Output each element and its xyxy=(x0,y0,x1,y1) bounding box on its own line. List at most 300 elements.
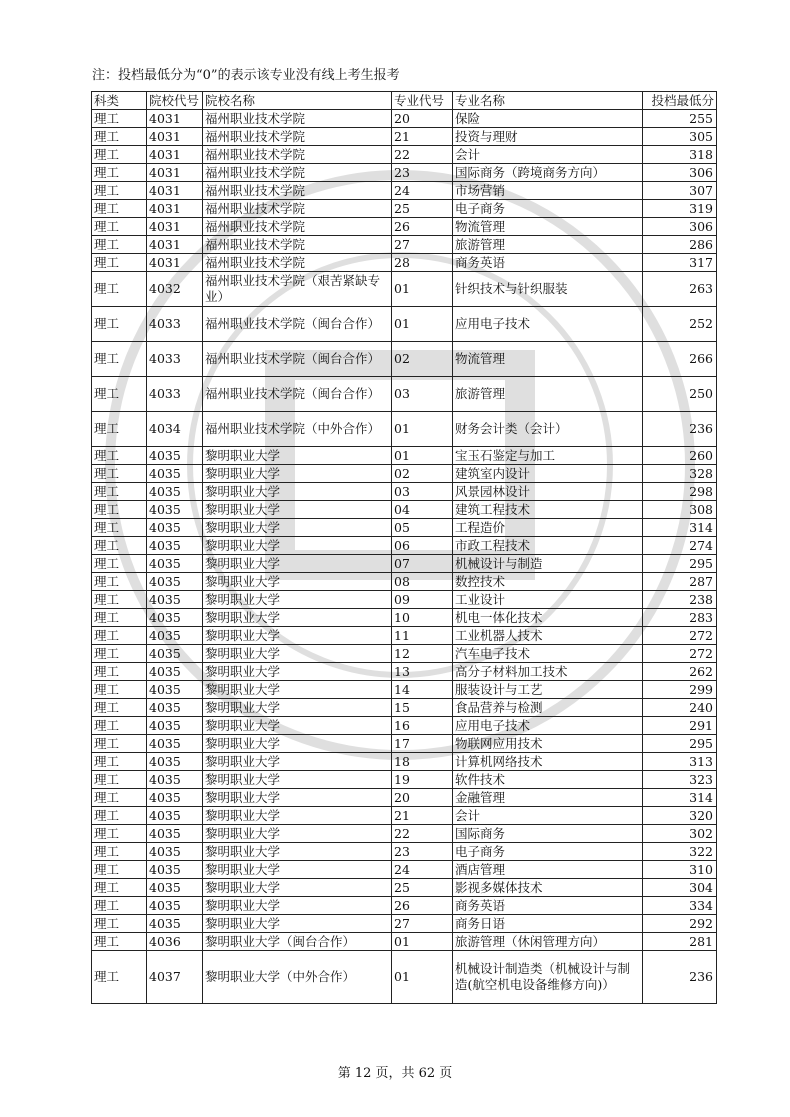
major-code-cell: 26 xyxy=(392,218,453,236)
category-cell: 理工 xyxy=(92,699,147,717)
major-name-cell: 食品营养与检测 xyxy=(453,699,643,717)
table-row xyxy=(92,146,717,164)
table-row xyxy=(92,342,717,377)
table-row xyxy=(92,645,717,663)
category-cell: 理工 xyxy=(92,933,147,951)
min-score-cell: 314 xyxy=(643,519,717,537)
min-score-cell: 310 xyxy=(643,861,717,879)
table-row xyxy=(92,254,717,272)
category-cell: 理工 xyxy=(92,377,147,412)
min-score-cell: 302 xyxy=(643,825,717,843)
table-header-row xyxy=(92,92,717,110)
min-score-cell: 319 xyxy=(643,200,717,218)
school-name-cell: 福州职业技术学院 xyxy=(203,236,392,254)
major-code-cell: 25 xyxy=(392,879,453,897)
category-cell: 理工 xyxy=(92,681,147,699)
category-cell: 理工 xyxy=(92,735,147,753)
school-name-cell: 福州职业技术学院 xyxy=(203,110,392,128)
major-name-cell: 机电一体化技术 xyxy=(453,609,643,627)
min-score-cell: 334 xyxy=(643,897,717,915)
header-major-code: 专业代号 xyxy=(392,92,453,110)
table-row xyxy=(92,465,717,483)
category-cell: 理工 xyxy=(92,879,147,897)
major-code-cell: 01 xyxy=(392,933,453,951)
category-cell: 理工 xyxy=(92,843,147,861)
major-name-cell: 高分子材料加工技术 xyxy=(453,663,643,681)
min-score-cell: 252 xyxy=(643,307,717,342)
min-score-cell: 328 xyxy=(643,465,717,483)
category-cell: 理工 xyxy=(92,110,147,128)
major-name-cell: 应用电子技术 xyxy=(453,307,643,342)
school-code-cell: 4031 xyxy=(147,254,203,272)
table-row xyxy=(92,164,717,182)
school-name-cell: 黎明职业大学 xyxy=(203,807,392,825)
major-code-cell: 07 xyxy=(392,555,453,573)
school-name-cell: 福州职业技术学院（艰苦紧缺专业） xyxy=(203,272,392,307)
school-name-cell: 福州职业技术学院 xyxy=(203,182,392,200)
school-name-cell: 黎明职业大学 xyxy=(203,699,392,717)
major-code-cell: 21 xyxy=(392,128,453,146)
category-cell: 理工 xyxy=(92,663,147,681)
school-code-cell: 4035 xyxy=(147,501,203,519)
major-code-cell: 01 xyxy=(392,307,453,342)
header-school-code: 院校代号 xyxy=(147,92,203,110)
min-score-cell: 304 xyxy=(643,879,717,897)
school-code-cell: 4035 xyxy=(147,897,203,915)
table-row xyxy=(92,897,717,915)
min-score-cell: 281 xyxy=(643,933,717,951)
school-name-cell: 黎明职业大学 xyxy=(203,771,392,789)
category-cell: 理工 xyxy=(92,573,147,591)
school-code-cell: 4035 xyxy=(147,609,203,627)
category-cell: 理工 xyxy=(92,627,147,645)
min-score-cell: 313 xyxy=(643,753,717,771)
school-name-cell: 福州职业技术学院 xyxy=(203,200,392,218)
min-score-cell: 255 xyxy=(643,110,717,128)
table-row xyxy=(92,627,717,645)
table-row xyxy=(92,789,717,807)
major-code-cell: 01 xyxy=(392,951,453,1004)
school-name-cell: 黎明职业大学 xyxy=(203,591,392,609)
major-name-cell: 建筑工程技术 xyxy=(453,501,643,519)
school-code-cell: 4035 xyxy=(147,591,203,609)
major-code-cell: 20 xyxy=(392,789,453,807)
min-score-cell: 318 xyxy=(643,146,717,164)
table-row xyxy=(92,771,717,789)
min-score-cell: 240 xyxy=(643,699,717,717)
min-score-cell: 292 xyxy=(643,915,717,933)
major-name-cell: 机械设计制造类（机械设计与制造(航空机电设备维修方向)） xyxy=(453,951,643,1004)
major-code-cell: 03 xyxy=(392,377,453,412)
school-code-cell: 4031 xyxy=(147,182,203,200)
school-code-cell: 4031 xyxy=(147,218,203,236)
major-code-cell: 02 xyxy=(392,465,453,483)
major-code-cell: 16 xyxy=(392,717,453,735)
major-name-cell: 软件技术 xyxy=(453,771,643,789)
school-code-cell: 4035 xyxy=(147,483,203,501)
table-row xyxy=(92,412,717,447)
school-code-cell: 4033 xyxy=(147,307,203,342)
table-row xyxy=(92,807,717,825)
min-score-cell: 314 xyxy=(643,789,717,807)
school-code-cell: 4035 xyxy=(147,789,203,807)
major-name-cell: 宝玉石鉴定与加工 xyxy=(453,447,643,465)
header-category: 科类 xyxy=(92,92,147,110)
school-code-cell: 4035 xyxy=(147,825,203,843)
major-name-cell: 建筑室内设计 xyxy=(453,465,643,483)
major-code-cell: 25 xyxy=(392,200,453,218)
school-code-cell: 4033 xyxy=(147,377,203,412)
major-name-cell: 旅游管理 xyxy=(453,377,643,412)
school-name-cell: 福州职业技术学院（中外合作） xyxy=(203,412,392,447)
min-score-cell: 306 xyxy=(643,218,717,236)
major-code-cell: 06 xyxy=(392,537,453,555)
school-name-cell: 福州职业技术学院（闽台合作） xyxy=(203,377,392,412)
major-code-cell: 27 xyxy=(392,915,453,933)
major-name-cell: 商务英语 xyxy=(453,897,643,915)
major-name-cell: 汽车电子技术 xyxy=(453,645,643,663)
school-name-cell: 黎明职业大学（中外合作） xyxy=(203,951,392,1004)
category-cell: 理工 xyxy=(92,753,147,771)
category-cell: 理工 xyxy=(92,164,147,182)
school-name-cell: 黎明职业大学 xyxy=(203,825,392,843)
school-code-cell: 4035 xyxy=(147,465,203,483)
table-row xyxy=(92,591,717,609)
school-name-cell: 黎明职业大学 xyxy=(203,789,392,807)
category-cell: 理工 xyxy=(92,200,147,218)
school-name-cell: 黎明职业大学 xyxy=(203,609,392,627)
major-name-cell: 物流管理 xyxy=(453,218,643,236)
major-name-cell: 国际商务 xyxy=(453,825,643,843)
major-code-cell: 04 xyxy=(392,501,453,519)
school-name-cell: 黎明职业大学 xyxy=(203,717,392,735)
school-name-cell: 黎明职业大学 xyxy=(203,537,392,555)
table-row xyxy=(92,307,717,342)
school-code-cell: 4035 xyxy=(147,573,203,591)
major-code-cell: 21 xyxy=(392,807,453,825)
table-row xyxy=(92,753,717,771)
major-name-cell: 金融管理 xyxy=(453,789,643,807)
school-code-cell: 4035 xyxy=(147,807,203,825)
major-code-cell: 23 xyxy=(392,843,453,861)
major-name-cell: 电子商务 xyxy=(453,200,643,218)
min-score-cell: 236 xyxy=(643,951,717,1004)
school-code-cell: 4031 xyxy=(147,236,203,254)
major-name-cell: 投资与理财 xyxy=(453,128,643,146)
school-code-cell: 4031 xyxy=(147,200,203,218)
category-cell: 理工 xyxy=(92,146,147,164)
school-code-cell: 4035 xyxy=(147,681,203,699)
category-cell: 理工 xyxy=(92,591,147,609)
min-score-cell: 298 xyxy=(643,483,717,501)
major-name-cell: 物联网应用技术 xyxy=(453,735,643,753)
table-row xyxy=(92,663,717,681)
major-code-cell: 28 xyxy=(392,254,453,272)
header-school-name: 院校名称 xyxy=(203,92,392,110)
admission-score-table xyxy=(91,91,717,1004)
school-code-cell: 4035 xyxy=(147,735,203,753)
major-code-cell: 19 xyxy=(392,771,453,789)
category-cell: 理工 xyxy=(92,412,147,447)
school-code-cell: 4035 xyxy=(147,447,203,465)
category-cell: 理工 xyxy=(92,789,147,807)
table-row xyxy=(92,272,717,307)
major-code-cell: 15 xyxy=(392,699,453,717)
min-score-cell: 320 xyxy=(643,807,717,825)
major-code-cell: 09 xyxy=(392,591,453,609)
page-footer: 第 12 页，共 62 页 xyxy=(337,1066,453,1081)
major-code-cell: 23 xyxy=(392,164,453,182)
school-name-cell: 黎明职业大学 xyxy=(203,915,392,933)
school-name-cell: 黎明职业大学 xyxy=(203,735,392,753)
min-score-cell: 305 xyxy=(643,128,717,146)
major-name-cell: 工业机器人技术 xyxy=(453,627,643,645)
table-row xyxy=(92,825,717,843)
category-cell: 理工 xyxy=(92,465,147,483)
major-name-cell: 商务英语 xyxy=(453,254,643,272)
table-row xyxy=(92,555,717,573)
min-score-cell: 287 xyxy=(643,573,717,591)
min-score-cell: 236 xyxy=(643,412,717,447)
major-code-cell: 02 xyxy=(392,342,453,377)
header-min-score: 投档最低分 xyxy=(643,92,717,110)
category-cell: 理工 xyxy=(92,825,147,843)
table-row xyxy=(92,951,717,1004)
school-code-cell: 4035 xyxy=(147,843,203,861)
min-score-cell: 286 xyxy=(643,236,717,254)
school-name-cell: 福州职业技术学院（闽台合作） xyxy=(203,342,392,377)
min-score-cell: 266 xyxy=(643,342,717,377)
major-code-cell: 22 xyxy=(392,825,453,843)
category-cell: 理工 xyxy=(92,218,147,236)
school-code-cell: 4033 xyxy=(147,342,203,377)
category-cell: 理工 xyxy=(92,483,147,501)
category-cell: 理工 xyxy=(92,951,147,1004)
table-row xyxy=(92,717,717,735)
major-name-cell: 旅游管理 xyxy=(453,236,643,254)
category-cell: 理工 xyxy=(92,555,147,573)
major-code-cell: 13 xyxy=(392,663,453,681)
table-row xyxy=(92,843,717,861)
school-code-cell: 4035 xyxy=(147,555,203,573)
table-row xyxy=(92,735,717,753)
major-code-cell: 17 xyxy=(392,735,453,753)
table-row xyxy=(92,573,717,591)
school-code-cell: 4035 xyxy=(147,861,203,879)
school-name-cell: 黎明职业大学 xyxy=(203,483,392,501)
school-code-cell: 4035 xyxy=(147,771,203,789)
school-code-cell: 4031 xyxy=(147,164,203,182)
min-score-cell: 307 xyxy=(643,182,717,200)
major-name-cell: 服装设计与工艺 xyxy=(453,681,643,699)
major-code-cell: 03 xyxy=(392,483,453,501)
school-code-cell: 4035 xyxy=(147,645,203,663)
category-cell: 理工 xyxy=(92,254,147,272)
major-name-cell: 针织技术与针织服装 xyxy=(453,272,643,307)
major-name-cell: 计算机网络技术 xyxy=(453,753,643,771)
major-code-cell: 26 xyxy=(392,897,453,915)
category-cell: 理工 xyxy=(92,861,147,879)
category-cell: 理工 xyxy=(92,501,147,519)
major-name-cell: 保险 xyxy=(453,110,643,128)
school-code-cell: 4031 xyxy=(147,146,203,164)
major-name-cell: 旅游管理（休闲管理方向） xyxy=(453,933,643,951)
school-code-cell: 4035 xyxy=(147,879,203,897)
major-name-cell: 数控技术 xyxy=(453,573,643,591)
major-name-cell: 市场营销 xyxy=(453,182,643,200)
category-cell: 理工 xyxy=(92,915,147,933)
table-row xyxy=(92,609,717,627)
table-row xyxy=(92,236,717,254)
major-name-cell: 应用电子技术 xyxy=(453,717,643,735)
major-code-cell: 20 xyxy=(392,110,453,128)
min-score-cell: 262 xyxy=(643,663,717,681)
school-code-cell: 4035 xyxy=(147,699,203,717)
min-score-cell: 250 xyxy=(643,377,717,412)
major-name-cell: 财务会计类（会计） xyxy=(453,412,643,447)
category-cell: 理工 xyxy=(92,771,147,789)
school-name-cell: 福州职业技术学院 xyxy=(203,146,392,164)
school-code-cell: 4035 xyxy=(147,915,203,933)
school-name-cell: 黎明职业大学 xyxy=(203,879,392,897)
min-score-cell: 308 xyxy=(643,501,717,519)
major-code-cell: 27 xyxy=(392,236,453,254)
min-score-cell: 295 xyxy=(643,555,717,573)
major-name-cell: 商务日语 xyxy=(453,915,643,933)
school-name-cell: 黎明职业大学 xyxy=(203,663,392,681)
min-score-cell: 322 xyxy=(643,843,717,861)
major-code-cell: 11 xyxy=(392,627,453,645)
min-score-cell: 291 xyxy=(643,717,717,735)
school-name-cell: 黎明职业大学 xyxy=(203,519,392,537)
category-cell: 理工 xyxy=(92,128,147,146)
table-row xyxy=(92,447,717,465)
major-code-cell: 01 xyxy=(392,447,453,465)
major-code-cell: 18 xyxy=(392,753,453,771)
table-row xyxy=(92,879,717,897)
category-cell: 理工 xyxy=(92,447,147,465)
school-code-cell: 4035 xyxy=(147,717,203,735)
school-name-cell: 黎明职业大学 xyxy=(203,465,392,483)
min-score-cell: 272 xyxy=(643,645,717,663)
table-row xyxy=(92,933,717,951)
school-name-cell: 福州职业技术学院 xyxy=(203,218,392,236)
table-row xyxy=(92,861,717,879)
major-name-cell: 会计 xyxy=(453,146,643,164)
major-code-cell: 24 xyxy=(392,861,453,879)
category-cell: 理工 xyxy=(92,519,147,537)
major-name-cell: 物流管理 xyxy=(453,342,643,377)
major-code-cell: 24 xyxy=(392,182,453,200)
school-code-cell: 4035 xyxy=(147,519,203,537)
school-name-cell: 黎明职业大学 xyxy=(203,681,392,699)
school-code-cell: 4032 xyxy=(147,272,203,307)
min-score-cell: 272 xyxy=(643,627,717,645)
table-row xyxy=(92,128,717,146)
school-code-cell: 4035 xyxy=(147,753,203,771)
school-code-cell: 4035 xyxy=(147,663,203,681)
school-code-cell: 4031 xyxy=(147,128,203,146)
major-name-cell: 电子商务 xyxy=(453,843,643,861)
school-name-cell: 福州职业技术学院（闽台合作） xyxy=(203,307,392,342)
major-name-cell: 酒店管理 xyxy=(453,861,643,879)
table-row xyxy=(92,519,717,537)
school-name-cell: 福州职业技术学院 xyxy=(203,164,392,182)
table-row xyxy=(92,501,717,519)
table-row xyxy=(92,377,717,412)
school-name-cell: 黎明职业大学 xyxy=(203,897,392,915)
school-name-cell: 福州职业技术学院 xyxy=(203,254,392,272)
school-code-cell: 4035 xyxy=(147,627,203,645)
table-row xyxy=(92,110,717,128)
table-row xyxy=(92,483,717,501)
school-name-cell: 黎明职业大学 xyxy=(203,843,392,861)
category-cell: 理工 xyxy=(92,182,147,200)
category-cell: 理工 xyxy=(92,537,147,555)
major-name-cell: 市政工程技术 xyxy=(453,537,643,555)
min-score-cell: 306 xyxy=(643,164,717,182)
min-score-cell: 260 xyxy=(643,447,717,465)
school-name-cell: 黎明职业大学（闽台合作） xyxy=(203,933,392,951)
category-cell: 理工 xyxy=(92,807,147,825)
school-name-cell: 黎明职业大学 xyxy=(203,645,392,663)
major-code-cell: 01 xyxy=(392,272,453,307)
category-cell: 理工 xyxy=(92,717,147,735)
school-name-cell: 黎明职业大学 xyxy=(203,447,392,465)
school-code-cell: 4035 xyxy=(147,537,203,555)
major-code-cell: 01 xyxy=(392,412,453,447)
major-code-cell: 14 xyxy=(392,681,453,699)
min-score-cell: 317 xyxy=(643,254,717,272)
school-name-cell: 黎明职业大学 xyxy=(203,555,392,573)
table-row xyxy=(92,915,717,933)
category-cell: 理工 xyxy=(92,897,147,915)
school-name-cell: 黎明职业大学 xyxy=(203,573,392,591)
major-code-cell: 12 xyxy=(392,645,453,663)
category-cell: 理工 xyxy=(92,342,147,377)
category-cell: 理工 xyxy=(92,236,147,254)
major-code-cell: 08 xyxy=(392,573,453,591)
major-name-cell: 国际商务（跨境商务方向） xyxy=(453,164,643,182)
major-name-cell: 机械设计与制造 xyxy=(453,555,643,573)
min-score-cell: 238 xyxy=(643,591,717,609)
major-name-cell: 风景园林设计 xyxy=(453,483,643,501)
major-name-cell: 工程造价 xyxy=(453,519,643,537)
min-score-cell: 295 xyxy=(643,735,717,753)
major-name-cell: 工业设计 xyxy=(453,591,643,609)
school-name-cell: 黎明职业大学 xyxy=(203,627,392,645)
school-code-cell: 4036 xyxy=(147,933,203,951)
category-cell: 理工 xyxy=(92,272,147,307)
school-code-cell: 4034 xyxy=(147,412,203,447)
major-name-cell: 会计 xyxy=(453,807,643,825)
min-score-cell: 299 xyxy=(643,681,717,699)
min-score-cell: 274 xyxy=(643,537,717,555)
major-code-cell: 22 xyxy=(392,146,453,164)
school-name-cell: 黎明职业大学 xyxy=(203,753,392,771)
school-name-cell: 黎明职业大学 xyxy=(203,501,392,519)
category-cell: 理工 xyxy=(92,645,147,663)
min-score-cell: 263 xyxy=(643,272,717,307)
school-code-cell: 4031 xyxy=(147,110,203,128)
category-cell: 理工 xyxy=(92,609,147,627)
major-name-cell: 影视多媒体技术 xyxy=(453,879,643,897)
table-row xyxy=(92,681,717,699)
category-cell: 理工 xyxy=(92,307,147,342)
school-name-cell: 黎明职业大学 xyxy=(203,861,392,879)
major-code-cell: 10 xyxy=(392,609,453,627)
header-major-name: 专业名称 xyxy=(453,92,643,110)
